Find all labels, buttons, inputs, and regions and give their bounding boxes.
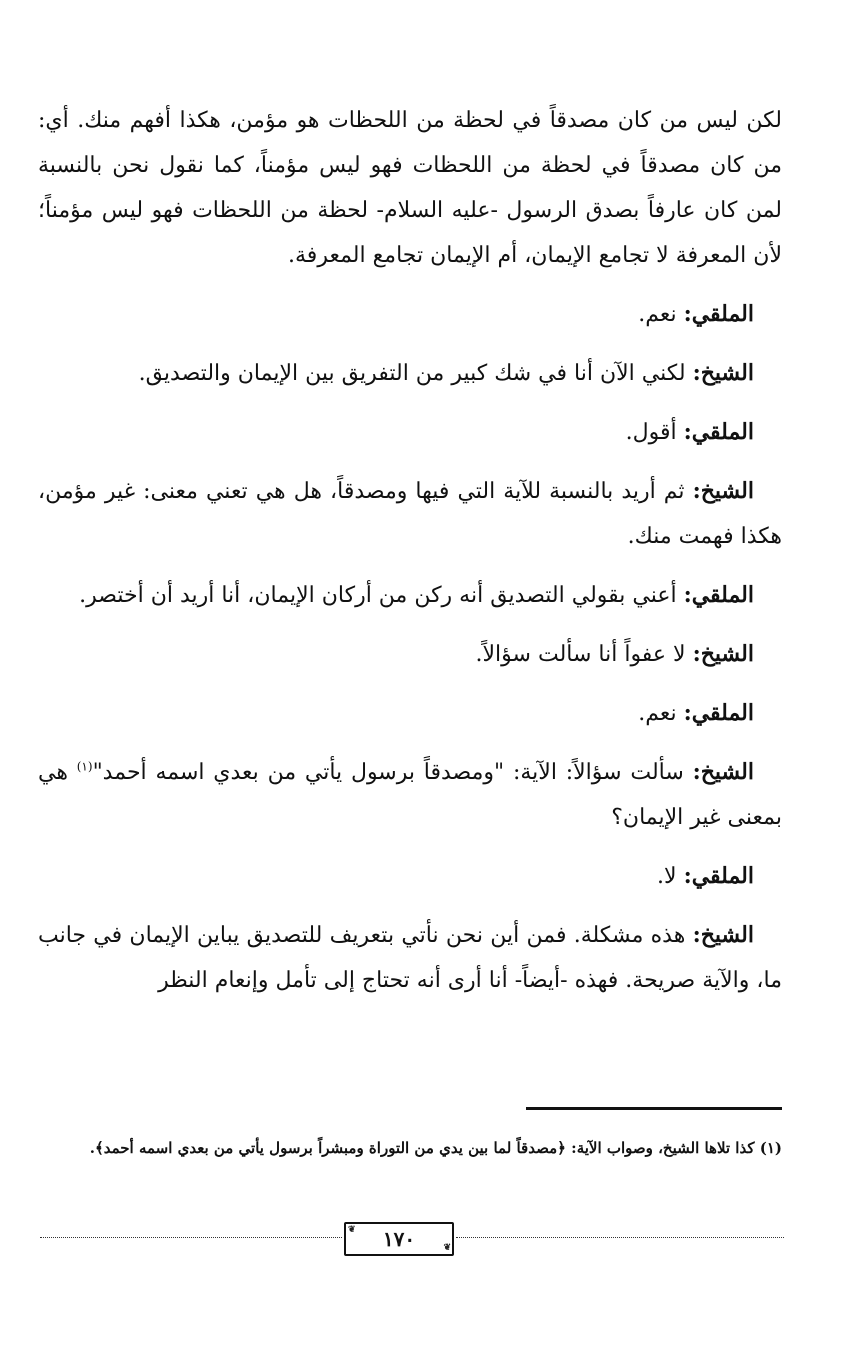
dialogue-text: أعني بقولي التصديق أنه ركن من أركان الإيمان، أنا أريد أن أختصر.: [79, 583, 684, 608]
speaker-label: الشيخ:: [692, 759, 754, 785]
speaker-label: الشيخ:: [692, 641, 754, 667]
dialogue-line: [38, 469, 782, 559]
footer-dotted-rule-left: [40, 1237, 342, 1238]
dialogue-text: سألت سؤالاً: الآية: "ومصدقاً برسول يأتي من بعدي اسمه أحمد": [92, 760, 693, 785]
dialogue-line: [38, 750, 782, 840]
speaker-label: الشيخ:: [692, 360, 754, 386]
dialogue-line: [38, 632, 782, 677]
footnote: [20, 1133, 782, 1163]
ornament-icon: ❦: [443, 1243, 450, 1253]
paragraph-text: لكن ليس من كان مصدقاً في لحظة من اللحظات هو مؤمن، هكذا أفهم منك. أي: من كان مصدقاً في لحظة من اللحظات فهو ليس مؤمناً، كما نقول نحن بالنسبة لمن كان عارفاً بصدق الرسول -عليه السلام- لحظة من اللحظات فهو ليس مؤمناً؛ لأن المعرفة لا تجامع الإيمان، أم الإيمان تجامع المعرفة.: [38, 108, 782, 268]
footnote-reference[interactable]: (١): [76, 759, 93, 774]
speaker-label: الشيخ:: [692, 478, 754, 504]
dialogue-text: لكني الآن أنا في شك كبير من التفريق بين الإيمان والتصديق.: [138, 361, 693, 386]
footer-dotted-rule-right: [456, 1237, 784, 1238]
paragraph-intro: [38, 98, 782, 278]
speaker-label: الشيخ:: [692, 922, 754, 948]
dialogue-text: نعم.: [638, 302, 684, 327]
dialogue-line: [38, 410, 782, 455]
dialogue-text: لا عفواً أنا سألت سؤالاً.: [475, 642, 693, 667]
speaker-label: الملقي:: [683, 582, 754, 608]
speaker-label: الملقي:: [683, 700, 754, 726]
page-number: ١٧٠: [382, 1227, 416, 1251]
dialogue-text-continued: هي بمعنى غير الإيمان؟: [38, 760, 782, 830]
page-number-frame: [344, 1222, 454, 1256]
speaker-label: الملقي:: [683, 863, 754, 889]
footnote-divider: [526, 1107, 782, 1110]
dialogue-line: [38, 351, 782, 396]
dialogue-line: [38, 854, 782, 899]
dialogue-line: [38, 292, 782, 337]
dialogue-text: لا.: [657, 864, 684, 889]
dialogue-text: هذه مشكلة. فمن أين نحن نأتي بتعريف للتصديق يباين الإيمان في جانب ما، والآية صريحة. فهذه -أيضاً- أنا أرى أنه تحتاج إلى تأمل وإنعام النظر: [38, 923, 782, 993]
dialogue-line: [38, 573, 782, 618]
page-body: [38, 98, 782, 1017]
speaker-label: الملقي:: [683, 419, 754, 445]
dialogue-text: نعم.: [638, 701, 684, 726]
dialogue-line: [38, 913, 782, 1003]
footnote-text: (١) كذا تلاها الشيخ، وصواب الآية: ﴿مصدقاً لما بين يدي من التوراة ومبشراً برسول يأتي من بعدي اسمه أحمد﴾.: [89, 1139, 782, 1157]
speaker-label: الملقي:: [683, 301, 754, 327]
dialogue-line: [38, 691, 782, 736]
dialogue-text: ثم أريد بالنسبة للآية التي فيها ومصدقاً، هل هي تعني معنى: غير مؤمن، هكذا فهمت منك.: [38, 479, 782, 549]
dialogue-text: أقول.: [625, 420, 684, 445]
ornament-icon: ❦: [348, 1225, 355, 1235]
